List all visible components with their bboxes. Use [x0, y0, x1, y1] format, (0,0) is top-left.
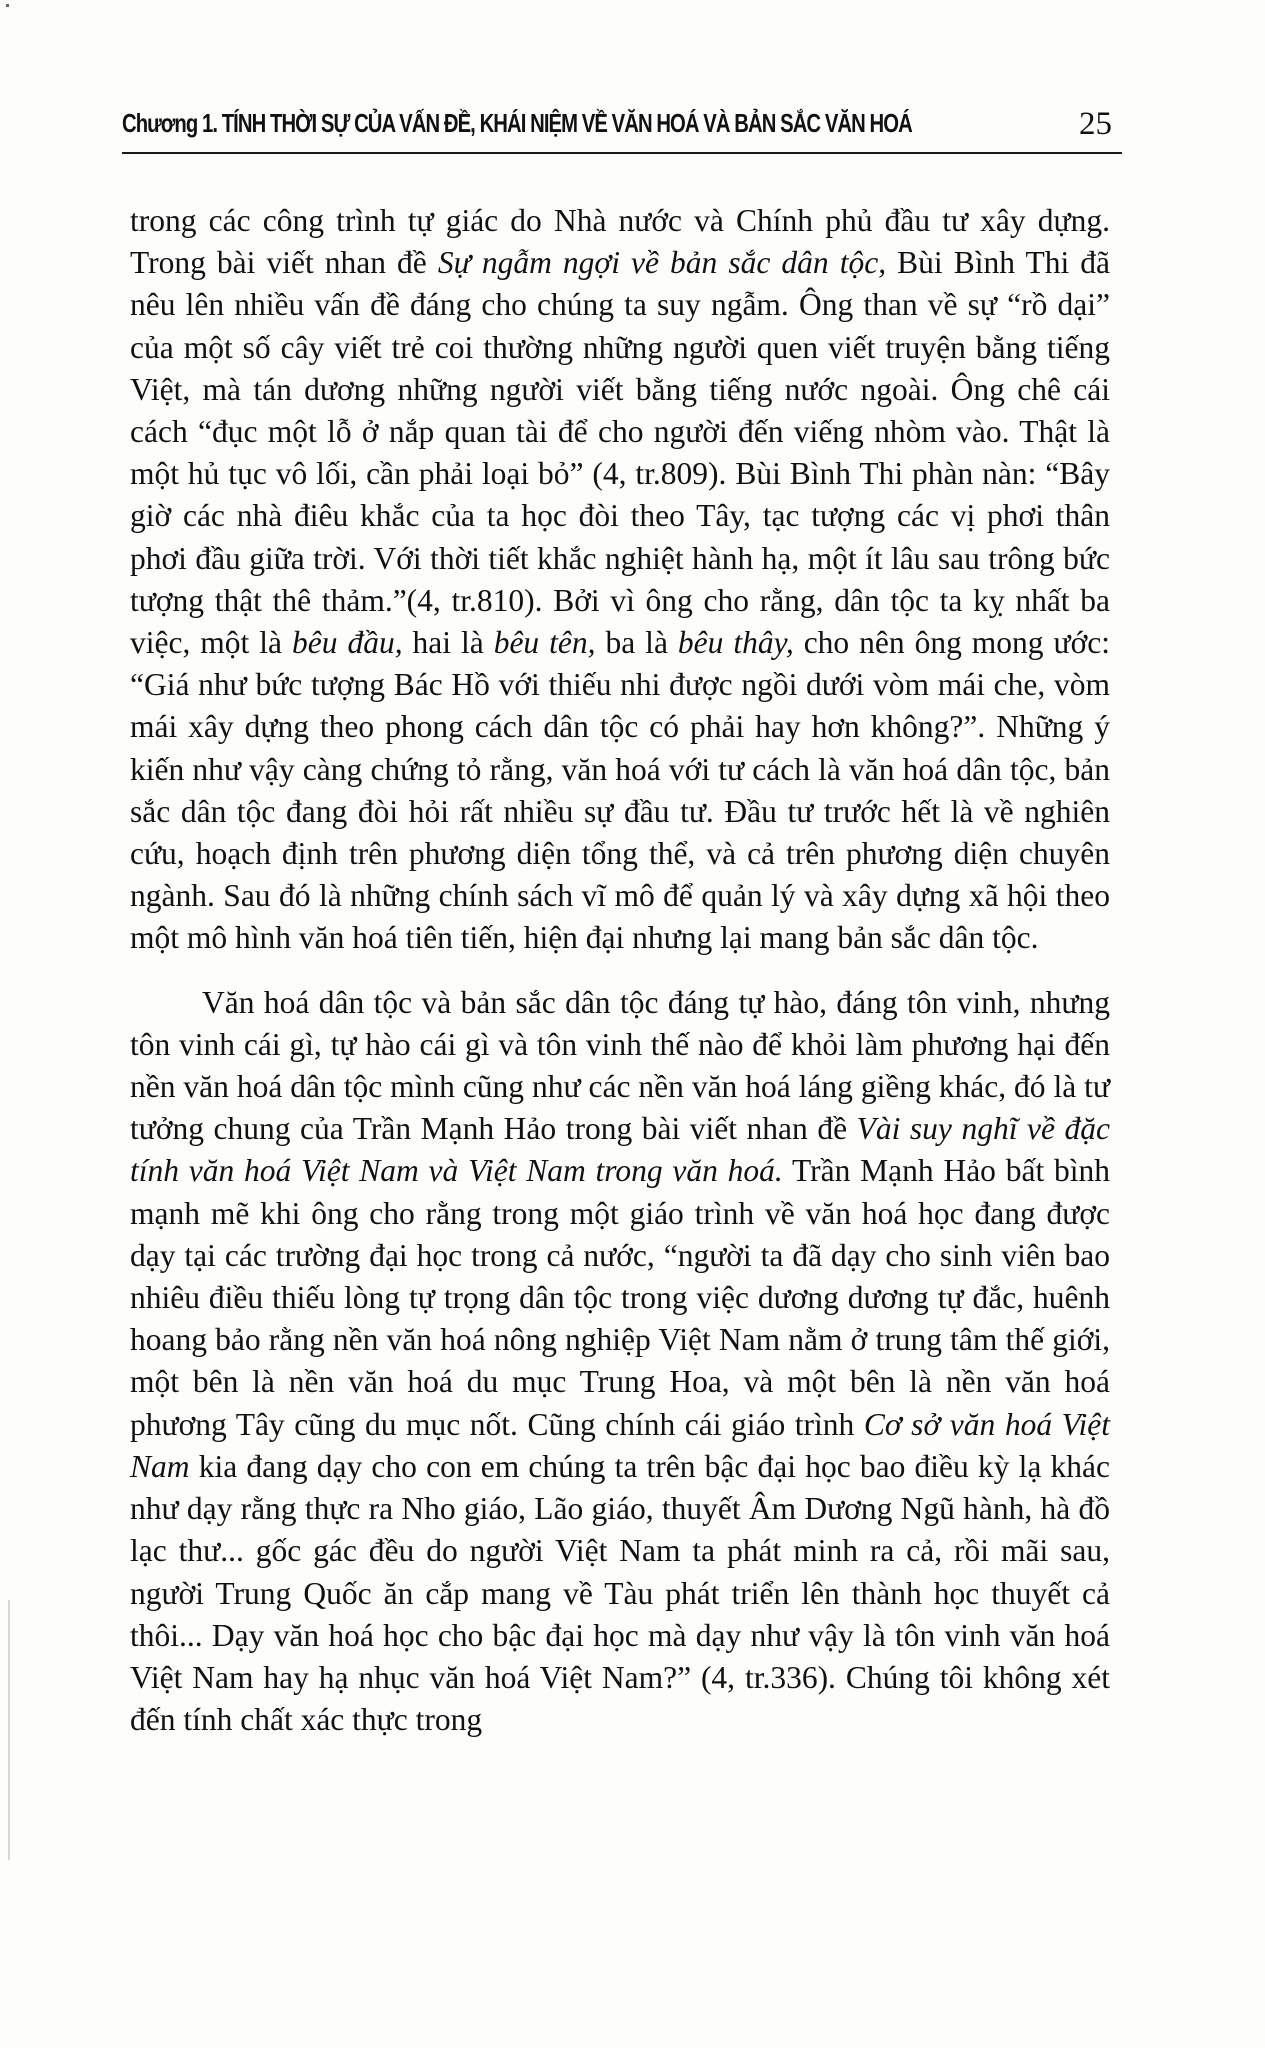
paragraph-2-text-2: Trần Mạnh Hảo bất bình mạnh mẽ khi ông cho rằng trong một giáo trình về văn hoá học đang được dạy tại các trường đại học trong cả nước, “người ta đã dạy cho sinh viên bao nhiêu điều thiếu lòng tự trọng dân tộc trong việc dương dương tự đắc, huênh hoang bảo rằng nền văn hoá nông nghiệp Việt Nam nằm ở trung tâm thế giới, một bên là nền văn hoá du mục Trung Hoa, và một bên là nền văn hoá phương Tây cũng du mục nốt. Cũng chính cái giáo trình: [130, 1153, 1110, 1442]
scan-edge-shadow: [8, 1600, 10, 1860]
paragraph-2-text-1: Văn hoá dân tộc và bản sắc dân tộc đáng tự hào, đáng tôn vinh, nhưng tôn vinh cái gì, tự hào cái gì và tôn vinh thế nào để khỏi làm phương hại đến nền văn hoá dân tộc mình cũng như các nền văn hoá láng giềng khác, đó là tư tưởng chung của Trần Mạnh Hảo trong bài viết nhan đề: [130, 984, 1110, 1147]
paragraph-1-text-1: trong các công trình tự giác do Nhà nước và Chính phủ đầu tư xây dựng. Trong bài viết nhan đề: [130, 203, 1110, 281]
chapter-title: Chương 1. TÍNH THỜI SỰ CỦA VẤN ĐỀ, KHÁI NIỆM VỀ VĂN HOÁ VÀ BẢN SẮC VĂN HOÁ: [122, 108, 912, 138]
paragraph-2-italic-title: Vài suy nghĩ về đặc tính văn hoá Việt Nam và Việt Nam trong văn hoá.: [130, 1111, 1110, 1189]
page-number: 25: [1079, 106, 1112, 142]
paragraph-1-italic-beu-dau: bêu đầu,: [292, 625, 403, 661]
paragraph-1-italic-beu-thay: bêu thây,: [677, 625, 794, 661]
paragraph-1-text-4: ba là: [595, 625, 678, 661]
paragraph-1: [130, 200, 1110, 960]
running-header: [122, 104, 1122, 154]
paragraph-1-italic-title: Sự ngẫm ngợi về bản sắc dân tộc,: [437, 245, 887, 281]
paragraph-1-text-3: hai là: [402, 625, 494, 661]
scan-mark: [6, 4, 9, 7]
paragraph-2-italic-textbook: Cơ sở văn hoá Việt Nam: [130, 1406, 1110, 1484]
paragraph-1-text-2: Bùi Bình Thi đã nêu lên nhiều vấn đề đáng cho chúng ta suy ngẫm. Ông than về sự “rồ dại” của một số cây viết trẻ coi thường những người quen viết truyện bằng tiếng Việt, mà tán dương những người viết bằng tiếng nước ngoài. Ông chê cái cách “đục một lỗ ở nắp quan tài để cho người đến viếng nhòm vào. Thật là một hủ tục vô lối, cần phải loại bỏ” (4, tr.809). Bùi Bình Thi phàn nàn: “Bây giờ các nhà điêu khắc của ta học đòi theo Tây, tạc tượng các vị phơi thân phơi đầu giữa trời. Với thời tiết khắc nghiệt hành hạ, một ít lâu sau trông bức tượng thật thê thảm.”(4, tr.810). Bởi vì ông cho rằng, dân tộc ta kỵ nhất ba việc, một là: [130, 245, 1110, 661]
paragraph-2: [130, 982, 1110, 1742]
paragraph-2-text-3: kia đang dạy cho con em chúng ta trên bậc đại học bao điều kỳ lạ khác như dạy rằng thực ra Nho giáo, Lão giáo, thuyết Âm Dương Ngũ hành, hà đồ lạc thư... gốc gác đều do người Việt Nam ta phát minh ra cả, rồi mãi sau, người Trung Quốc ăn cắp mang về Tàu phát triển lên thành học thuyết cả thôi... Dạy văn hoá học cho bậc đại học mà dạy như vậy là tôn vinh văn hoá Việt Nam hay hạ nhục văn hoá Việt Nam?” (4, tr.336). Chúng tôi không xét đến tính chất xác thực trong: [130, 1448, 1110, 1738]
paragraph-1-italic-beu-ten: bêu tên,: [493, 625, 596, 661]
body-text: [130, 200, 1110, 1741]
paragraph-1-text-5: cho nên ông mong ước: “Giá như bức tượng Bác Hồ với thiếu nhi được ngồi dưới vòm mái che, vòm mái xây dựng theo phong cách dân tộc có phải hay hơn không?”. Những ý kiến như vậy càng chứng tỏ rằng, văn hoá với tư cách là văn hoá dân tộc, bản sắc dân tộc đang đòi hỏi rất nhiều sự đầu tư. Đầu tư trước hết là về nghiên cứu, hoạch định trên phương diện tổng thể, và cả trên phương diện chuyên ngành. Sau đó là những chính sách vĩ mô để quản lý và xây dựng xã hội theo một mô hình văn hoá tiên tiến, hiện đại nhưng lại mang bản sắc dân tộc.: [130, 625, 1110, 956]
